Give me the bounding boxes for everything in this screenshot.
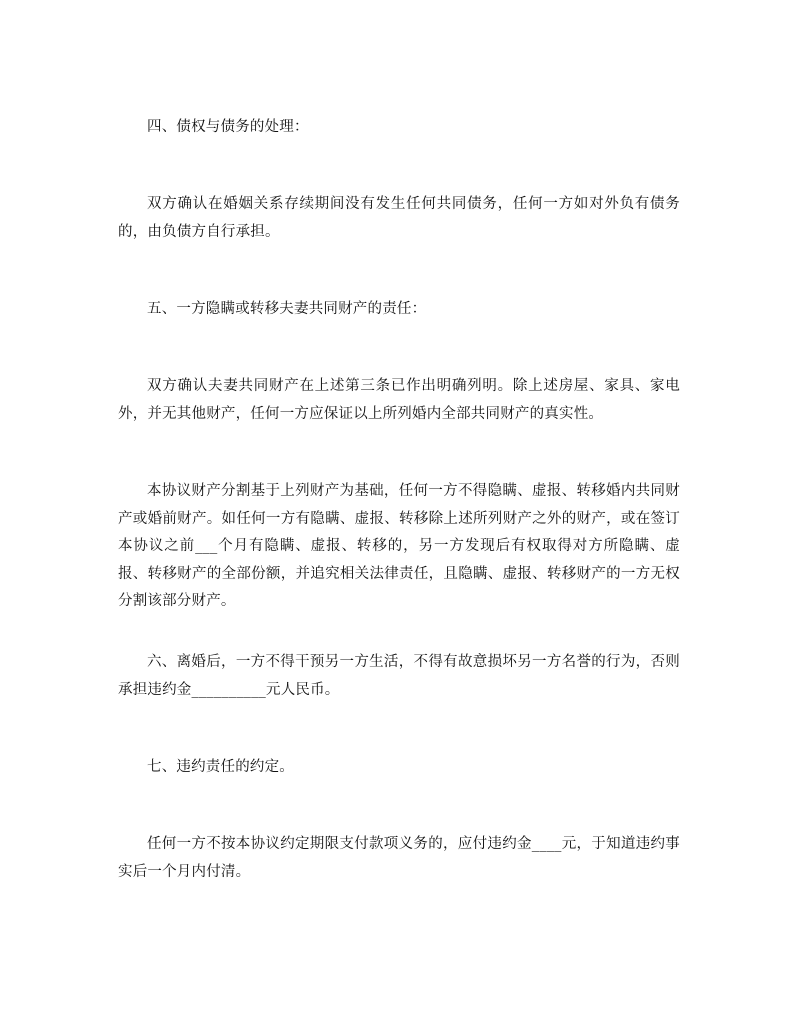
paragraph-breach-penalty: 任何一方不按本协议约定期限支付款项义务的，应付违约金____元，于知道违约事实后一个月内付清。 [118,836,680,880]
section-heading-concealment: 五、一方隐瞒或转移夫妻共同财产的责任： [147,301,427,317]
paragraph-property-division: 本协议财产分割基于上列财产为基础，任何一方不得隐瞒、虚报、转移婚内共同财产或婚前财产。如任何一方有隐瞒、虚报、转移除上述所列财产之外的财产，或在签订本协议之前___个月有隐瞒、虚报、转移的，另一方发现后有权取得对方所隐瞒、虚报、转移财产的全部份额，并追究相关法律责任，且隐瞒、虚报、转移财产的一方无权分割该部分财产。 [118,483,680,609]
paragraph-joint-property: 双方确认夫妻共同财产在上述第三条已作出明确列明。除上述房屋、家具、家电外，并无其他财产，任何一方应保证以上所列婚内全部共同财产的真实性。 [118,378,680,422]
paragraph-debts: 双方确认在婚姻关系存续期间没有发生任何共同债务，任何一方如对外负有债务的，由负债方自行承担。 [118,196,680,240]
section-heading-after-divorce: 六、离婚后，一方不得干预另一方生活，不得有故意损坏另一方名誉的行为，否则承担违约金__________元人民币。 [118,654,680,698]
section-heading-debts: 四、债权与债务的处理： [147,119,309,135]
section-heading-breach: 七、违约责任的约定。 [147,759,294,775]
